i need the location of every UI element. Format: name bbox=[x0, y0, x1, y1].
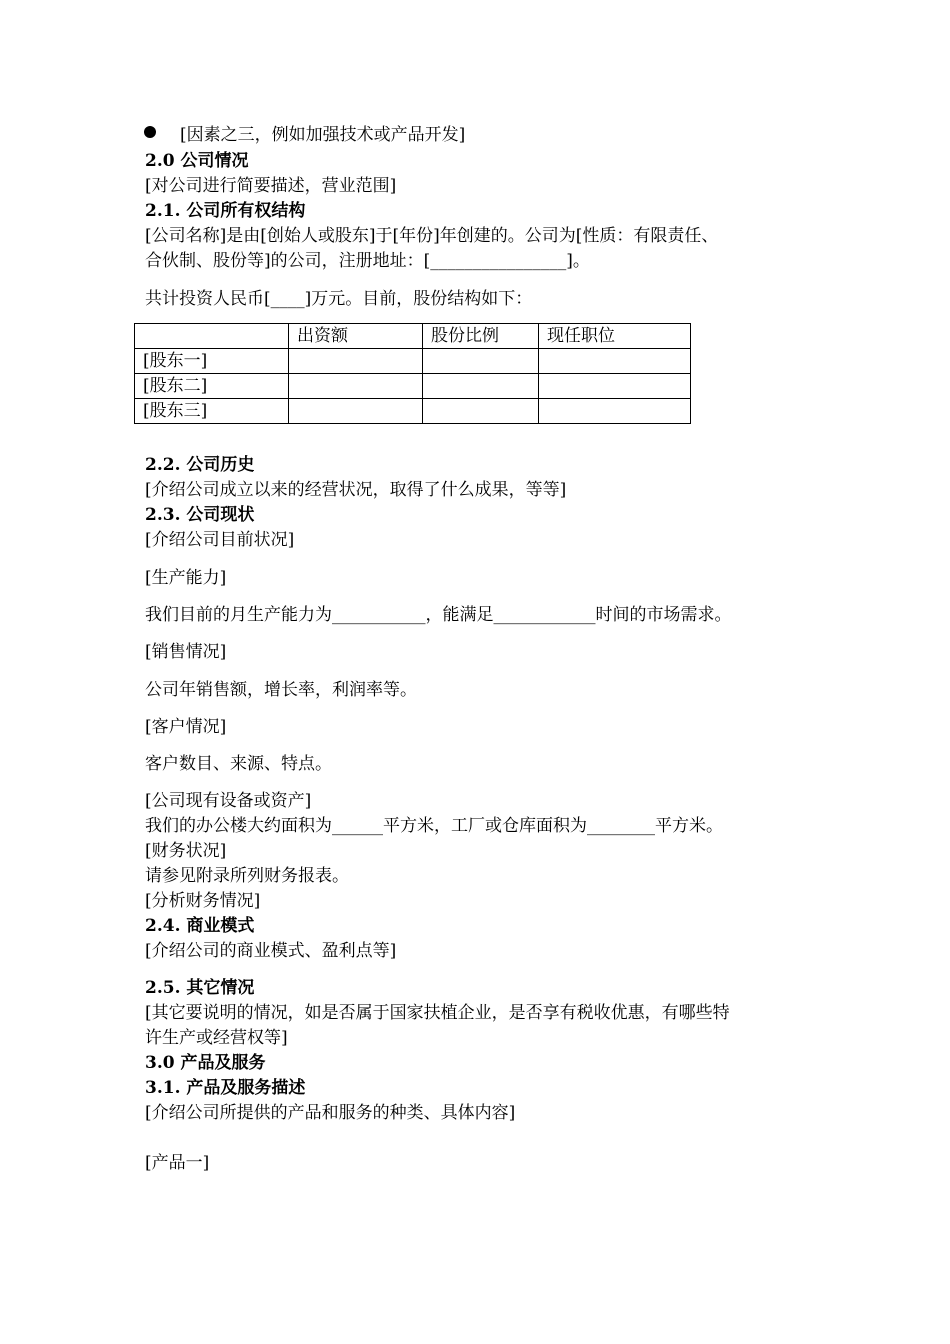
table-cell: [股东三] bbox=[135, 399, 289, 424]
equipment-text: 我们的办公楼大约面积为______平方米，工厂或仓库面积为________平方米。 bbox=[145, 816, 723, 836]
other-desc-line2: 许生产或经营权等] bbox=[145, 1028, 288, 1048]
sales-label: [销售情况] bbox=[145, 642, 227, 662]
heading-3-0: 3.0 产品及服务 bbox=[145, 1053, 266, 1073]
finance-label: [财务状况] bbox=[145, 841, 227, 861]
table-row bbox=[135, 374, 691, 399]
table-cell bbox=[423, 399, 539, 424]
table-header-cell bbox=[135, 324, 289, 349]
history-desc: [介绍公司成立以来的经营状况，取得了什么成果，等等] bbox=[145, 480, 567, 500]
customer-text: 客户数目、来源、特点。 bbox=[145, 754, 332, 774]
heading-2-1: 2.1. 公司所有权结构 bbox=[145, 201, 306, 221]
capacity-text: 我们目前的月生产能力为___________，能满足____________时间的市场需求。 bbox=[145, 605, 732, 625]
heading-2-2: 2.2. 公司历史 bbox=[145, 455, 255, 475]
table-cell bbox=[289, 399, 423, 424]
status-desc: [介绍公司目前状况] bbox=[145, 530, 295, 550]
table-cell bbox=[539, 374, 691, 399]
section-2-0-desc: [对公司进行简要描述，营业范围] bbox=[145, 176, 397, 196]
table-header-row bbox=[135, 324, 691, 349]
product-service-desc: [介绍公司所提供的产品和服务的种类、具体内容] bbox=[145, 1103, 516, 1123]
table-cell bbox=[423, 349, 539, 374]
table-cell: [股东二] bbox=[135, 374, 289, 399]
finance-text: 请参见附录所列财务报表。 bbox=[145, 866, 349, 886]
share-structure-table bbox=[134, 323, 691, 424]
bullet-item-text: [因素之三，例如加强技术或产品开发] bbox=[180, 125, 466, 145]
heading-2-4: 2.4. 商业模式 bbox=[145, 916, 255, 936]
customer-label: [客户情况] bbox=[145, 717, 227, 737]
investment-text: 共计投资人民币[____]万元。目前，股份结构如下： bbox=[145, 289, 533, 309]
ownership-para-line2: 合伙制、股份等]的公司，注册地址：[________________]。 bbox=[145, 251, 590, 271]
table-header-cell: 出资额 bbox=[289, 324, 423, 349]
equipment-label: [公司现有设备或资产] bbox=[145, 791, 312, 811]
capacity-label: [生产能力] bbox=[145, 568, 227, 588]
heading-2-0: 2.0 公司情况 bbox=[145, 151, 249, 171]
business-model-desc: [介绍公司的商业模式、盈利点等] bbox=[145, 941, 397, 961]
table-cell bbox=[539, 399, 691, 424]
table-cell bbox=[289, 349, 423, 374]
heading-3-1: 3.1. 产品及服务描述 bbox=[145, 1078, 306, 1098]
other-desc-line1: [其它要说明的情况，如是否属于国家扶植企业，是否享有税收优惠，有哪些特 bbox=[145, 1003, 730, 1023]
sales-text: 公司年销售额，增长率，利润率等。 bbox=[145, 680, 417, 700]
table-cell: [股东一] bbox=[135, 349, 289, 374]
table-row bbox=[135, 399, 691, 424]
finance-analysis: [分析财务情况] bbox=[145, 891, 261, 911]
table-cell bbox=[423, 374, 539, 399]
bullet-icon bbox=[144, 126, 156, 138]
product-one-label: [产品一] bbox=[145, 1153, 210, 1173]
heading-2-3: 2.3. 公司现状 bbox=[145, 505, 255, 525]
table-cell bbox=[539, 349, 691, 374]
ownership-para-line1: [公司名称]是由[创始人或股东]于[年份]年创建的。公司为[性质：有限责任、 bbox=[145, 226, 719, 246]
heading-2-5: 2.5. 其它情况 bbox=[145, 978, 255, 998]
table-cell bbox=[289, 374, 423, 399]
table-header-cell: 股份比例 bbox=[423, 324, 539, 349]
table-row bbox=[135, 349, 691, 374]
table-header-cell: 现任职位 bbox=[539, 324, 691, 349]
